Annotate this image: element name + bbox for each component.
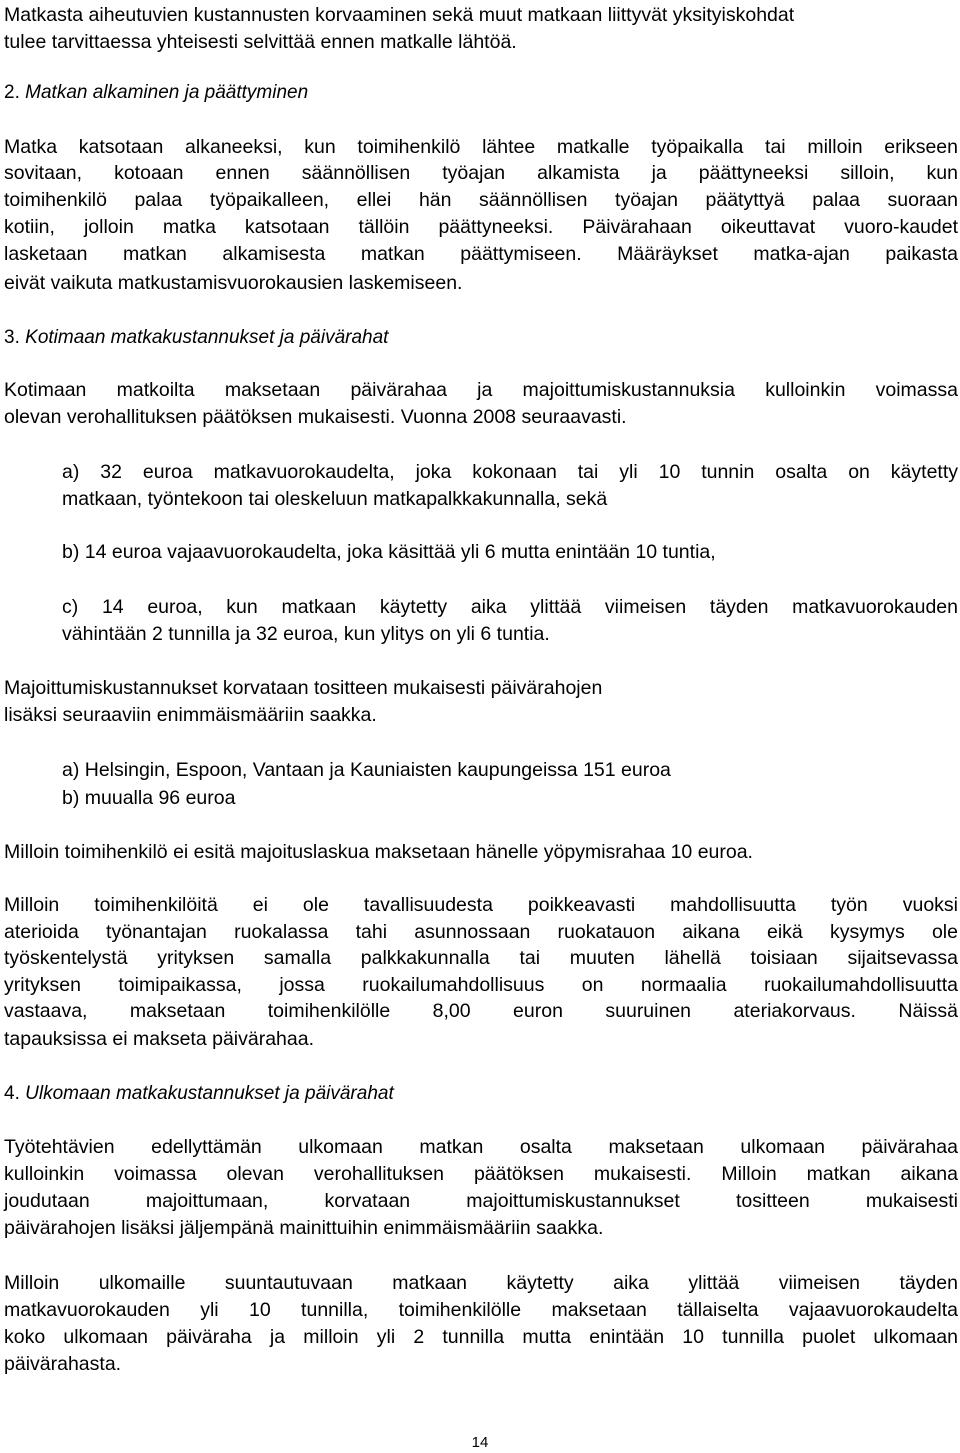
section-3-number: 3. [4,327,20,348]
allowance-item-a-line-1: a) 32 euroa matkavuorokaudelta, joka kokonaan tai yli 10 tunnin osalta on käytetty [62,461,958,483]
night-money-paragraph: Milloin toimihenkilö ei esitä majoituslaskua maksetaan hänelle yöpymisrahaa 10 euroa. [4,841,753,863]
section-4-p1-line-3: joudutaan majoittumaan, korvataan majoittumiskustannukset tositteen mukaisesti [4,1190,958,1212]
section-3-title: Kotimaan matkakustannukset ja päivärahat [25,327,389,348]
section-2-line-6: eivät vaikuta matkustamisvuorokausien laskemiseen. [4,272,463,294]
meal-line-4: yrityksen toimipaikassa, jossa ruokailumahdollisuus on normaalia ruokailumahdollisuutta [4,974,958,996]
section-2-line-3: toimihenkilö palaa työpaikalleen, ellei hän säännöllisen työajan päätyttyä palaa suoraan [4,189,958,211]
section-4-p2-line-4: päivärahasta. [4,1353,122,1375]
meal-line-1: Milloin toimihenkilöitä ei ole tavallisuudesta poikkeavasti mahdollisuutta työn vuoksi [4,894,958,916]
section-2-heading [4,80,308,106]
section-4-heading [4,1081,394,1107]
section-4-p2-line-1: Milloin ulkomaille suuntautuvaan matkaan käytetty aika ylittää viimeisen täyden [4,1272,958,1294]
section-4-title: Ulkomaan matkakustannukset ja päivärahat [25,1083,394,1104]
section-3-intro-line-2: olevan verohallituksen päätöksen mukaisesti. Vuonna 2008 seuraavasti. [4,406,627,428]
section-3-heading [4,325,388,351]
section-4-p2-line-3: koko ulkomaan päiväraha ja milloin yli 2 tunnilla mutta enintään 10 tunnilla puolet ulkomaan [4,1326,958,1348]
section-2-line-4: kotiin, jolloin matka katsotaan tällöin päättyneeksi. Päivärahaan oikeuttavat vuoro-kaudet [4,216,958,238]
section-2-line-1: Matka katsotaan alkaneeksi, kun toimihenkilö lähtee matkalle työpaikalla tai milloin erikseen [4,136,958,158]
section-3-intro-line-1: Kotimaan matkoilta maksetaan päivärahaa ja majoittumiskustannuksia kulloinkin voimassa [4,379,958,401]
lodging-intro-line-2: lisäksi seuraaviin enimmäismääriin saakka. [4,704,377,726]
lodging-item-b: b) muualla 96 euroa [62,787,236,809]
meal-line-2: aterioida työnantajan ruokalassa tahi asunnossaan ruokatauon aikana eikä kysymys ole [4,921,958,943]
section-2-line-2: sovitaan, kotoaan ennen säännöllisen työajan alkamista ja päättyneeksi silloin, kun [4,162,958,184]
intro-line-1: Matkasta aiheutuvien kustannusten korvaaminen sekä muut matkaan liittyvät yksityiskohdat [4,4,795,26]
allowance-item-a-line-2: matkaan, työntekoon tai oleskeluun matkapalkkakunnalla, sekä [62,488,608,510]
section-4-p1-line-2: kulloinkin voimassa olevan verohallituksen päätöksen mukaisesti. Milloin matkan aikana [4,1163,958,1185]
meal-line-6: tapauksissa ei makseta päivärahaa. [4,1028,315,1050]
intro-line-2: tulee tarvittaessa yhteisesti selvittää ennen matkalle lähtöä. [4,31,517,53]
allowance-item-c-line-2: vähintään 2 tunnilla ja 32 euroa, kun ylitys on yli 6 tuntia. [62,623,550,645]
page-number: 14 [471,1434,489,1451]
meal-line-5: vastaava, maksetaan toimihenkilölle 8,00 euron suuruinen ateriakorvaus. Näissä [4,1000,958,1022]
meal-line-3: työskentelystä yrityksen samalla palkkakunnalla tai muuten lähellä toisiaan sijaitsevassa [4,947,958,969]
section-4-number: 4. [4,1083,20,1104]
section-4-p2-line-2: matkavuorokauden yli 10 tunnilla, toimihenkilölle maksetaan tällaiselta vajaavuorokaudelta [4,1299,958,1321]
section-4-p1-line-1: Työtehtävien edellyttämän ulkomaan matkan osalta maksetaan ulkomaan päivärahaa [4,1136,958,1158]
allowance-item-b: b) 14 euroa vajaavuorokaudelta, joka käsittää yli 6 mutta enintään 10 tuntia, [62,541,716,563]
lodging-intro-line-1: Majoittumiskustannukset korvataan tositteen mukaisesti päivärahojen [4,677,603,699]
section-4-p1-line-4: päivärahojen lisäksi jäljempänä mainittuihin enimmäismääriin saakka. [4,1217,604,1239]
section-2-line-5: lasketaan matkan alkamisesta matkan päättymiseen. Määräykset matka-ajan paikasta [4,243,958,265]
section-2-title: Matkan alkaminen ja päättyminen [25,82,309,103]
allowance-item-c-line-1: c) 14 euroa, kun matkaan käytetty aika ylittää viimeisen täyden matkavuorokauden [62,596,958,618]
section-2-number: 2. [4,82,20,103]
lodging-item-a: a) Helsingin, Espoon, Vantaan ja Kauniaisten kaupungeissa 151 euroa [62,759,671,781]
